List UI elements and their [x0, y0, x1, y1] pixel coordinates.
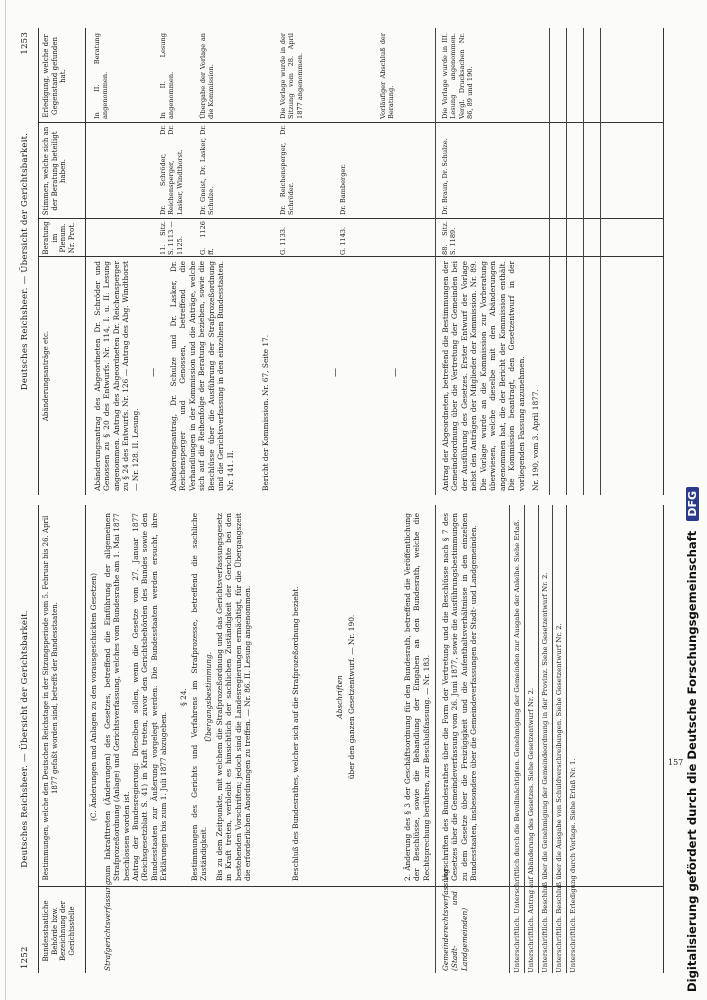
footnote-5: Unterschriftlich. Erledigung durch Vorlage. Siehe Erlaß Nr. 1. [569, 758, 577, 973]
row1-text-g: 2. Änderung des § 3 der Geschäftsordnung für den Bundesrath, betreffend die Veröffentlichung der Beschlüsse, sowie die Behandlung der Eingaben an den Bundesrath, welche die Rechtsprechung berühren, zur Beschlußfassung. — Nr. 183. [403, 513, 431, 881]
row1-text-a: zum Inkrafttreten (Änderungen) des Gesetzes, betreffend die Einführung der allgemeinen Strafprozeßordnung (Anlage) und Gerichtsverfassung, welches vom Bundesrathe am 1. Mai 1877 beschlossen worden ist. [103, 513, 131, 881]
r-result-a: In II. Beratung angenommen. [93, 33, 110, 119]
right-footer-rule-4 [600, 28, 601, 495]
r-sess-c: G. 1133. [279, 226, 287, 255]
r-row2-text-b: Nr. 190, vom 3. April 1877. [531, 389, 540, 491]
r-dash-3: — [391, 368, 401, 377]
right-footer-rule-1 [549, 28, 550, 495]
margin-page-mark: 157 [668, 758, 684, 767]
left-page [18, 505, 668, 973]
row1-label: Strafgerichtsverfassung [103, 880, 112, 971]
r-sess-d: G. 1143. [339, 226, 347, 255]
left-header-col-1: Bundesstaatliche Behörde bzw. Bezeichnung der Gerichtsstelle [42, 900, 76, 962]
left-footnote-divider [509, 505, 510, 973]
r-sess-a: 11. Sitz. S. 1113 — 1125. [159, 221, 184, 255]
dfg-funding-notice [685, 2, 705, 992]
r-row2-sess: 88. Sitz. S. 1189. [441, 221, 458, 255]
right-page-number: 1253 [20, 32, 30, 55]
r-row1-text-c: Bericht der Kommission. Nr. 67, Seite 17. [261, 334, 270, 491]
left-row-divider [435, 505, 436, 973]
r-speak-b: Dr. Gneist, Dr. Lasker, Dr. Schulze. [199, 125, 216, 215]
dfg-sidebar [683, 0, 707, 1000]
right-col-divider-2 [39, 218, 663, 219]
r-row1-text-a: Abänderungsantrag des Abgeordneten Dr. Schröder und Genossen zu § 20 des Entwurfs. Nr. 114, I. u. II. Lesung angenommen. Antrag des Abgeordneten Dr. Reichensperger zu § 24 des Entwurfs. Nr. 126 — Antrag des Abg. Windthorst — Nr. 128. II. Lesung. [93, 261, 140, 491]
right-row-divider [435, 28, 436, 495]
footnote-4: Unterschriftlich. Beschluß über die Ausgabe von Schuldverschreibungen. Siehe Gesetzentwurf Nr. 2. [555, 623, 563, 973]
left-running-head [20, 505, 34, 973]
left-running-head-text: Deutsches Reichsheer. — Übersicht der Gerichtsbarkeit. [20, 610, 30, 868]
footnote-rule-3 [552, 505, 553, 973]
footnote-rule-1 [524, 505, 525, 973]
scan-left-edge [0, 0, 6, 1000]
right-header-col-2: Beratung im Plenum. Nr. Prot. [42, 221, 76, 255]
footnote-2: Unterschriftlich. Antrag auf Abänderung des Gesetzes. Siehe Gesetzentwurf Nr. 2. [527, 687, 535, 973]
r-dash-2: — [331, 368, 341, 377]
heading-2: Übergangsbestimmung. [204, 651, 213, 743]
footnote-3: Unterschriftlich. Beschluß über die Genehmigung der Gemeindeordnung in der Provinz. Siehe Gesetzentwurf Nr. 2. [541, 572, 549, 973]
left-header-col-2: Bestimmungen, welche den Deutschen Reichstage in der Sitzungsperiode vom 5. Februar bis 26. April 1877 gefaßt worden sind, betreffs der Bundesstaaten. [42, 515, 59, 881]
footnote-1: Unterschriftlich. Unterschriftlich durch die Bevollmächtigten. Genehmigung der Gemeinden zur Ausgabe der Anleihe. Siehe Erlaß. [513, 519, 521, 973]
right-header-col-4: Erledigung, welche der Gegenstand gefunden hat. [42, 34, 68, 118]
r-result-d: Die Vorlage wurde in der Sitzung vom 28. April 1877 angenommen. [279, 33, 304, 119]
r-result-e: Vorläufiger Abschluß der Beratung. [379, 33, 396, 119]
r-sess-b: G. 1126 ff. [199, 221, 216, 255]
section-title: (C. Änderungen und Anlagen zu den vorausgeschickten Gesetzen) [89, 573, 98, 822]
row1-text-e: Beschluß des Bundesrathes, welcher sich auf die Strafprozeßordnung bezieht. [291, 586, 300, 881]
r-speak-c: Dr. Reichensperger, Dr. Schröder. [279, 125, 296, 215]
paragraph-number: § 24. [179, 688, 188, 706]
right-table-header [39, 28, 86, 495]
rotated-spread [18, 28, 668, 973]
row2-text: Vorschriften des Bundesrathes über die Form der Vertretung und die Beschlüsse nach § 7 des Gesetzes über die Gemeindeverfassung vom 26. Juni 1877, sowie die Ausführungsbestimmungen zu dem Gesetze über die Freizügigkeit und die Aufenthaltsverhältnisse in den einzelnen Bundesstaaten, insbesondere über die Gemeindeverfassungen der Stadt- und Landgemeinden. [441, 513, 479, 881]
row1-text-b: Antrag der Bundesregierung: Dieselben sollen, wenn die Gesetze vom 27. Januar 1877 (Reichsgesetzblatt S. 41) in Kraft treten, zuvor den Gerichtsbehörden des Bundes sowie den Bundesstaaten zur Äußerung vorgelegt werden. Die Bundesstaaten werden ersucht, ihre Erklärungen bis zum 1. Juli 1877 abzugeben. [131, 513, 169, 881]
row1-text-c: Bestimmungen des Gerichts und Verfahrens im Strafprozesse, betreffend die sachliche Zuständigkeit. [190, 513, 209, 881]
right-header-col-1: Abänderungsanträge etc. [42, 330, 50, 422]
dfg-logo: DFG [686, 487, 699, 521]
document-sheet [18, 28, 668, 973]
heading-3: Abschriften [335, 675, 344, 719]
left-page-number: 1252 [20, 946, 30, 969]
right-col-divider-1 [39, 256, 663, 257]
right-page [18, 28, 668, 495]
r-row2-speak: Dr. Braun, Dr. Schulze. [441, 138, 449, 215]
right-footer-rule-3 [583, 28, 584, 495]
r-speak-d: Dr. Bamberger. [339, 164, 347, 215]
r-result-c: Übergabe der Vorlage an die Kommission. [199, 33, 216, 119]
right-running-head-text: Deutsches Reichsheer. — Übersicht der Gerichtsbarkeit. [20, 132, 30, 391]
right-table [38, 28, 664, 495]
right-col-divider-3 [39, 122, 663, 123]
footnote-rule-4 [566, 505, 567, 973]
r-row2-result: Die Vorlage wurde in III. Lesung angenommen. Vergl. Drucksachen Nr. 86, 89 und 190. [441, 33, 475, 119]
row1-text-d: Bis zu dem Zeitpunkte, mit welchem die Strafprozeßordnung und das Gerichtsverfassungsgesetz in Kraft treten, verbleibt es hinsichtlich der sachlichen Zuständigkeit der Gerichte bei den bestehenden Vorschriften; jedoch sind die Landesregierungen ermächtigt, für die Übergangszeit die erforderlichen Anordnungen zu treffen. — Nr. 86. II. Lesung angenommen. [215, 513, 253, 881]
r-row2-text: Antrag der Abgeordneten, betreffend die Bestimmungen der Gemeindeordnung über die Vertretung der Gemeinden bei der Ausführung des Gesetzes. Erster Entwurf der Vorlage nebst den Anträgen der Mitglieder der Kommission. Nr. 89. Die Vorlage wurde an die Kommission zur Vorberatung überwiesen, welche dieselbe mit den Abänderungen angenommen hat, die der Bericht der Kommission enthält. Die Kommission beantragt, den Gesetzentwurf in der vorliegenden Fassung anzunehmen. [441, 261, 526, 491]
right-footer-rule-2 [566, 28, 567, 495]
r-dash-1: — [149, 368, 159, 377]
right-header-col-3: Stimmen, welche sich an der Beratung beteiligt haben. [42, 126, 68, 216]
left-table [38, 505, 664, 973]
row2-label: Gemeinderechtsverfassung (Stadt- und Landgemeinden) [441, 868, 469, 971]
footnote-rule-2 [538, 505, 539, 973]
funding-notice-text: Digitalisierung gefördert durch die Deutsche Forschungsgemeinschaft [685, 530, 699, 992]
right-running-head [20, 28, 34, 495]
r-result-b: In II. Lesung angenommen. [159, 33, 176, 119]
left-table-header [39, 505, 86, 973]
r-row1-text-b: Abänderungsantrag, Dr. Schulze und Dr. Lasker, Dr. Reichensperger und Genossen, betreffend die Verhandlungen in der Kommission und die Anträge, welche sich auf die Reihenfolge der Beratung beziehen, sowie die Beschlüsse über die Ausführung der Strafprozeßordnung und die Gerichtsverfassung in den einzelnen Bundesstaaten. Nr. 141. II. [169, 261, 235, 491]
row1-text-f: über den ganzen Gesetzentwurf. — Nr. 190. [347, 614, 356, 780]
r-speak-a: Dr. Schröder, Dr. Reichensperger, Dr. Lasker, Windthorst. [159, 125, 184, 215]
